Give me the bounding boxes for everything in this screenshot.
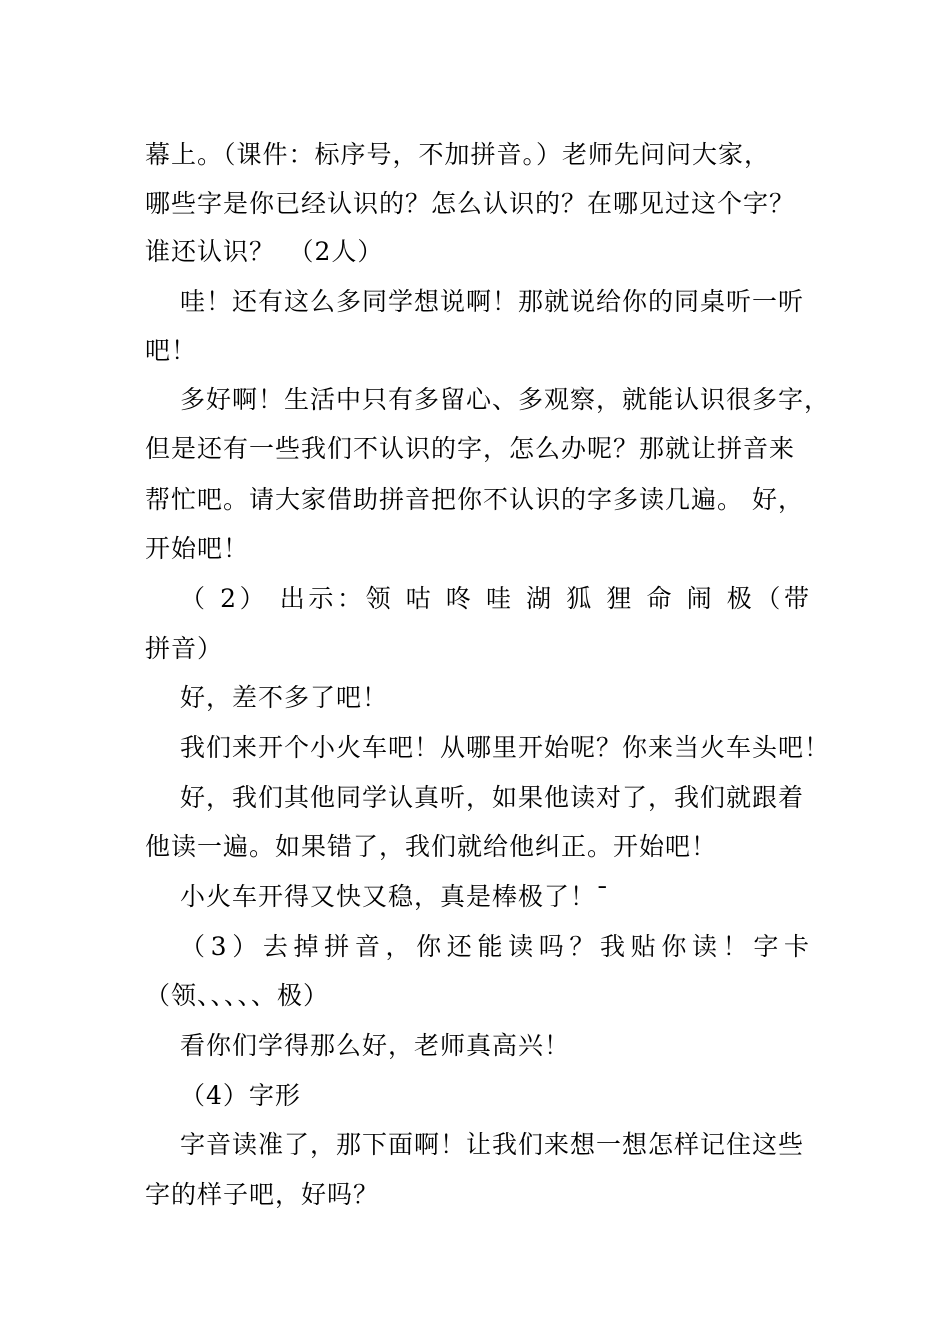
text-line-13: 我们来开个小火车吧！从哪里开始呢？你来当火车头吧！ <box>180 733 831 762</box>
text-line-7: 但是还有一些我们不认识的字，怎么办呢？那就让拼音来 <box>145 434 796 463</box>
text-line-4: 哇！还有这么多同学想说啊！那就说给你的同桌听一听 <box>180 287 805 316</box>
text-line-5: 吧！ <box>145 336 198 365</box>
text-line-6: 多好啊！生活中只有多留心、多观察，就能认识很多字， <box>180 385 831 414</box>
text-line-2: 哪些字是你已经认识的？怎么认识的？在哪见过这个字？ <box>145 189 796 218</box>
text-line-19: 看你们学得那么好，老师真高兴！ <box>180 1031 571 1060</box>
text-line-14: 好，我们其他同学认真听，如果他读对了，我们就跟着 <box>180 783 805 812</box>
text-line-15: 他读一遍。如果错了，我们就给他纠正。开始吧！ <box>145 832 718 861</box>
text-line-11: 拼音） <box>145 634 224 663</box>
text-line-9: 开始吧！ <box>145 534 250 563</box>
text-line-8: 帮忙吧。请大家借助拼音把你不认识的字多读几遍。 好， <box>145 485 804 514</box>
text-line-22: 字的样子吧，好吗？ <box>145 1180 380 1209</box>
text-line-20: （4）字形 <box>180 1081 301 1110</box>
text-line-21: 字音读准了，那下面啊！让我们来想一想怎样记住这些 <box>180 1130 805 1159</box>
text-line-17: （3）去掉拼音，你还能读吗？我贴你读！字卡 <box>180 932 810 961</box>
text-line-12: 好，差不多了吧！ <box>180 683 389 712</box>
text-line-16: 小火车开得又快又稳，真是棒极了！¯ <box>180 882 610 911</box>
text-line-3: 谁还认识？ （2人） <box>145 237 384 266</box>
text-line-1: 幕上。（课件：标序号，不加拼音。）老师先问问大家， <box>145 140 771 169</box>
text-line-10: （ 2） 出示：领 咕 咚 哇 湖 狐 狸 命 闹 极（带 <box>180 584 810 613</box>
text-line-18: （领、、、、、极） <box>145 981 330 1010</box>
